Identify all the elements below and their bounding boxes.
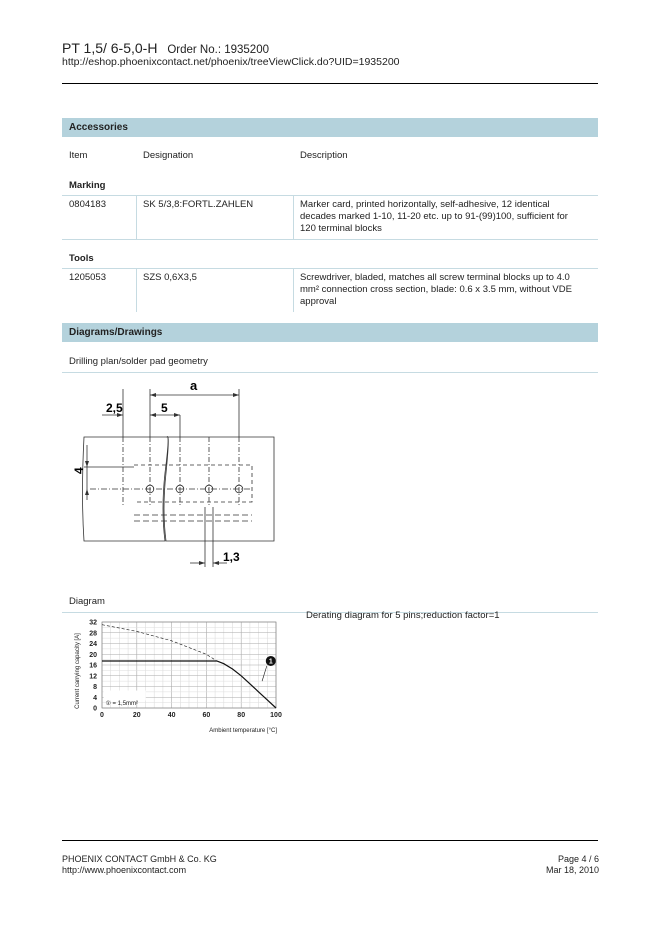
table-divider [62, 268, 598, 269]
footer-website[interactable]: http://www.phoenixcontact.com [62, 865, 187, 875]
x-tick-label: 80 [237, 712, 246, 719]
column-header-item: Item [69, 150, 88, 161]
derating-description: Derating diagram for 5 pins;reduction factor=1 [306, 610, 500, 621]
drilling-plan-drawing [62, 375, 302, 585]
group-title-tools: Tools [69, 253, 94, 264]
header-rule [62, 83, 598, 84]
column-divider [136, 269, 137, 312]
section-header-diagrams: Diagrams/Drawings [62, 323, 598, 342]
footer-page: Page 4 / 6 [557, 854, 599, 864]
outline-dashed [134, 465, 252, 502]
x-tick-label: 60 [202, 712, 211, 719]
product-name: PT 1,5/ 6-5,0-H [62, 40, 158, 56]
arrowheads [199, 561, 219, 565]
group-title-marking: Marking [69, 180, 106, 191]
column-divider [293, 196, 294, 239]
order-number: Order No.: 1935200 [167, 44, 269, 56]
marker-leader [262, 666, 267, 681]
x-tick-label: 0 [100, 712, 104, 719]
footer-date: Mar 18, 2010 [545, 865, 599, 875]
description-line: approval [300, 296, 337, 307]
y-tick-label: 12 [89, 673, 97, 681]
document-title [62, 40, 269, 56]
table-cell-designation: SZS 0,6X3,5 [143, 272, 197, 283]
x-tick-label: 100 [270, 712, 282, 719]
y-tick-label: 32 [89, 619, 97, 627]
description-line: Screwdriver, bladed, matches all screw terminal blocks up to 4.0 [300, 272, 570, 283]
table-cell-description [300, 272, 572, 308]
table-cell-description [300, 199, 568, 235]
label-4: 4 [72, 467, 86, 474]
description-line: 120 terminal blocks [300, 223, 382, 234]
label-2-5: 2,5 [106, 401, 123, 415]
table-divider [62, 239, 598, 240]
x-tick-label: 40 [167, 712, 176, 719]
y-tick-label: 24 [89, 641, 97, 648]
y-tick-label: 28 [89, 630, 97, 638]
footer-rule [62, 840, 598, 841]
label-a: a [190, 378, 198, 393]
product-url[interactable]: http://eshop.phoenixcontact.net/phoenix/treeViewClick.do?UID=1935200 [62, 56, 400, 68]
table-cell-item: 0804183 [69, 199, 106, 210]
x-axis-label: Ambient temperature [°C] [209, 728, 277, 734]
derating-chart [66, 614, 286, 738]
y-tick-label: 8 [93, 684, 97, 691]
column-header-designation: Designation [143, 150, 194, 161]
description-line: mm² connection cross section, blade: 0.6 x 3.5 mm, without VDE [300, 284, 572, 295]
caption-divider [62, 372, 598, 373]
series-marker-label: 1 [268, 658, 273, 666]
outline-dashed [134, 515, 252, 521]
description-line: decades marked 1-10, 11-20 etc. up to 91-(99)100, sufficient for [300, 211, 568, 222]
y-tick-label: 16 [89, 662, 97, 670]
drilling-caption: Drilling plan/solder pad geometry [69, 356, 208, 367]
column-divider [136, 196, 137, 239]
y-tick-label: 4 [93, 694, 97, 702]
label-5: 5 [161, 401, 168, 415]
legend-entry: ① = 1,5mm² [105, 700, 139, 707]
y-tick-label: 0 [93, 705, 97, 713]
description-line: Marker card, printed horizontally, self-adhesive, 12 identical [300, 199, 550, 210]
x-tick-label: 20 [132, 712, 141, 719]
table-cell-designation: SK 5/3,8:FORTL.ZAHLEN [143, 199, 254, 210]
footer-company: PHOENIX CONTACT GmbH & Co. KG [62, 854, 217, 864]
label-1-3: 1,3 [223, 550, 240, 564]
diagram-caption: Diagram [69, 596, 105, 607]
column-header-description: Description [300, 150, 348, 161]
table-cell-item: 1205053 [69, 272, 106, 283]
column-divider [293, 269, 294, 312]
y-tick-label: 20 [89, 651, 97, 659]
y-axis-label: Current carrying capacity [A] [75, 633, 81, 709]
table-divider [62, 195, 598, 196]
section-header-accessories: Accessories [62, 118, 598, 137]
legend-box [104, 691, 146, 701]
